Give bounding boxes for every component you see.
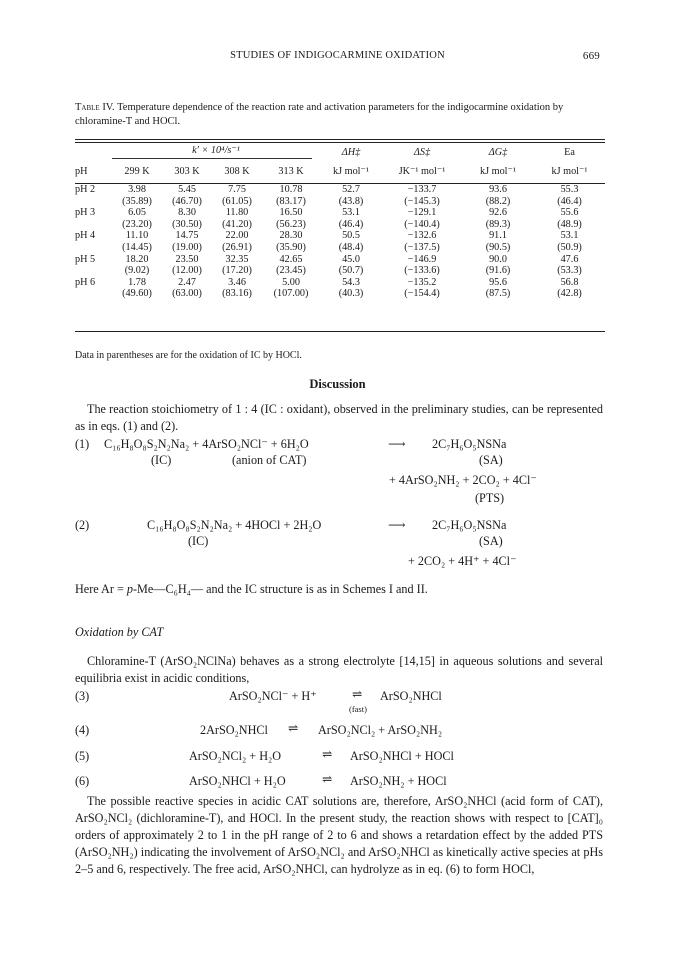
- table-cell: (63.00): [172, 288, 202, 300]
- table-cell: (42.8): [557, 288, 582, 300]
- table-cell: −135.2: [407, 276, 437, 288]
- table-cell: −129.1: [407, 207, 437, 219]
- table-cell: (48.9): [557, 218, 582, 230]
- table-cell: pH 3: [75, 207, 96, 219]
- table-row: [75, 265, 605, 277]
- table-cell: 2.47: [178, 276, 196, 288]
- table-cell: 3.98: [128, 184, 146, 195]
- unit-ea: kJ mol⁻¹: [551, 166, 588, 177]
- table-cell: (30.50): [172, 218, 202, 230]
- table-caption: [75, 101, 605, 129]
- table-cell: (83.16): [222, 288, 252, 300]
- table-row: [75, 207, 605, 219]
- table-cell: (48.4): [338, 241, 364, 253]
- table-cell: 42.65: [279, 253, 303, 265]
- table-cell: (91.6): [485, 265, 511, 277]
- table-cell: 11.80: [225, 207, 249, 219]
- table-cell: (50.9): [557, 241, 582, 253]
- table-cell: (−137.5): [404, 241, 440, 253]
- table-cell: (9.02): [124, 265, 150, 277]
- table-cell: (87.5): [485, 288, 511, 300]
- eq1-label-sa: (SA): [479, 453, 503, 467]
- col-dg: ΔG‡: [488, 147, 508, 158]
- eq4-rhs: ArSO₂NCl₂ + ArSO₂NH₂: [318, 723, 443, 737]
- table-cell: (46.4): [557, 195, 582, 207]
- table-cell: 92.6: [489, 207, 507, 219]
- table-cell: 5.45: [178, 184, 196, 195]
- eq2-rhs: 2C₇H₆O₅NSNa: [432, 518, 507, 532]
- data-table: [75, 141, 605, 300]
- table-top-rule: [75, 139, 605, 140]
- table-cell: 45.0: [342, 253, 360, 265]
- eq2-arrow: ⟶: [388, 518, 406, 532]
- table-cell: [75, 219, 112, 231]
- table-row: [75, 242, 605, 254]
- table-cell: 3.46: [228, 276, 246, 288]
- table-cell: 8.30: [178, 207, 196, 219]
- eq1-lhs: C₁₆H₈O₈S₂N₂Na₂ + 4ArSO₂NCl⁻ + 6H₂O: [104, 437, 309, 451]
- eq4-number: (4): [75, 723, 90, 737]
- table-cell: 90.0: [489, 253, 507, 265]
- table-row: [75, 230, 605, 242]
- table-cell: −133.7: [407, 184, 437, 195]
- table-cell: [75, 242, 112, 254]
- table-caption-text: Temperature dependence of the reaction rate and activation parameters for the indigocarmine oxidation by chloramine-T and HOCl.: [75, 102, 564, 127]
- eq2-continuation: + 2CO₂ + 4H⁺ + 4Cl⁻: [408, 554, 517, 568]
- table-cell: (40.3): [338, 288, 364, 300]
- table-cell: 10.78: [279, 184, 303, 195]
- table-cell: 52.7: [342, 184, 360, 195]
- running-head-title: STUDIES OF INDIGOCARMINE OXIDATION: [230, 50, 445, 61]
- eq1-continuation: + 4ArSO₂NH₂ + 2CO₂ + 4Cl⁻: [389, 473, 537, 487]
- col-313: 313 K: [278, 166, 304, 177]
- table-row: [75, 277, 605, 289]
- col-dh: ΔH‡: [341, 147, 361, 158]
- eq5-lhs: ArSO₂NCl₂ + H₂O: [189, 749, 282, 763]
- table-cell: 55.3: [560, 184, 579, 195]
- table-cell: (17.20): [222, 265, 252, 277]
- table-cell: 56.8: [560, 276, 579, 288]
- eq2-label-ic: (IC): [188, 534, 209, 548]
- table-cell: 93.6: [489, 184, 507, 195]
- col-299: 299 K: [124, 166, 150, 177]
- ar-def-a: Here Ar =: [75, 582, 127, 596]
- eq1-number: (1): [75, 437, 90, 451]
- eq5-arrow: ⇌: [322, 747, 333, 761]
- ar-def-c: -Me—C₆H₄— and the IC structure is as in Schemes I and II.: [132, 582, 428, 596]
- table-cell: pH 4: [75, 230, 96, 242]
- table-colhead-row: [75, 160, 605, 184]
- table-cell: 53.1: [342, 207, 360, 219]
- table-cell: (14.45): [122, 241, 152, 253]
- table-cell: (19.00): [172, 241, 202, 253]
- table-cell: (43.8): [338, 195, 364, 207]
- cat-paragraph: Chloramine-T (ArSO₂NClNa) behaves as a strong electrolyte [14,15] in aqueous solutions and several equilibria exist in acidic conditions,: [75, 654, 603, 685]
- eq2-label-sa: (SA): [479, 534, 503, 548]
- table-cell: −146.9: [407, 253, 437, 265]
- eq6-arrow: ⇌: [322, 772, 333, 786]
- table-cell: (88.2): [485, 195, 511, 207]
- col-303: 303 K: [174, 166, 200, 177]
- eq2-lhs: C₁₆H₈O₈S₂N₂Na₂ + 4HOCl + 2H₂O: [147, 518, 322, 532]
- eq2-number: (2): [75, 518, 90, 532]
- table-cell: 16.50: [279, 207, 303, 219]
- eq6-number: (6): [75, 774, 90, 788]
- intro-paragraph: The reaction stoichiometry of 1 : 4 (IC : oxidant), observed in the preliminary studies, can be represented as in eqs. (1) and (2).: [75, 402, 603, 433]
- table-cell: 22.00: [225, 230, 249, 242]
- table-cell: 11.10: [125, 230, 149, 242]
- table-cell: [75, 288, 112, 300]
- table-body: [75, 184, 605, 300]
- eq1-rhs: 2C₇H₆O₅NSNa: [432, 437, 507, 451]
- table-bottom-rule: [75, 331, 605, 332]
- table-cell: (−133.6): [404, 265, 440, 277]
- eq3-arrow: ⇌: [352, 687, 363, 701]
- table-row: [75, 196, 605, 208]
- eq1-label-cat: (anion of CAT): [232, 453, 307, 467]
- table-cell: 6.05: [128, 207, 146, 219]
- table-cell: 18.20: [125, 253, 149, 265]
- col-ph: pH: [75, 166, 88, 177]
- col-308: 308 K: [224, 166, 250, 177]
- table-cell: 1.78: [128, 276, 146, 288]
- table-cell: (26.91): [222, 241, 252, 253]
- table-cell: [75, 265, 112, 277]
- eq5-number: (5): [75, 749, 90, 763]
- table-cell: 95.6: [489, 276, 507, 288]
- table-cell: (23.20): [122, 218, 152, 230]
- table-cell: 23.50: [175, 253, 199, 265]
- eq6-rhs: ArSO₂NH₂ + HOCl: [350, 774, 447, 788]
- table-cell: (46.4): [338, 218, 364, 230]
- table-cell: pH 6: [75, 276, 96, 288]
- eq4-arrow: ⇌: [288, 721, 299, 735]
- table-footnote: Data in parentheses are for the oxidation of IC by HOCl.: [75, 350, 302, 361]
- eq4-lhs: 2ArSO₂NHCl: [200, 723, 268, 737]
- eq1-arrow: ⟶: [388, 437, 406, 451]
- table-cell: 5.00: [282, 276, 300, 288]
- eq1-label-pts: (PTS): [475, 491, 505, 505]
- eq1-label-ic: (IC): [151, 453, 172, 467]
- final-paragraph: The possible reactive species in acidic CAT solutions are, therefore, ArSO₂NHCl (acid form of CAT), ArSO₂NCl₂ (dichloramine-T), and HOCl. In the present study, the reaction shows with respect to [CAT]₀ orders of approximately 2 to 1 in the pH range of 2 to 6 and shows a retardation effect by the added PTS (ArSO₂NH₂) indicating the involvement of ArSO₂NCl₂ and ArSO₂NHCl as kinetically active species at pHs 2–5 and 6, respectively. The free acid, ArSO₂NHCl, can hydrolyze as in eq. (6) to form HOCl,: [75, 794, 603, 876]
- table-row: [75, 219, 605, 231]
- table-cell: −132.6: [407, 230, 437, 242]
- table-cell: (23.45): [276, 265, 306, 277]
- unit-ds: JK⁻¹ mol⁻¹: [398, 166, 446, 177]
- table-row: [75, 184, 605, 196]
- table-cell: (83.17): [276, 195, 306, 207]
- table-cell: (56.23): [276, 218, 306, 230]
- table-cell: (−140.4): [404, 218, 440, 230]
- table-row: [75, 288, 605, 300]
- table-cell: (50.7): [338, 265, 364, 277]
- table-cell: (107.00): [273, 288, 309, 300]
- eq3-lhs: ArSO₂NCl⁻ + H⁺: [229, 689, 317, 703]
- table-cell: pH 5: [75, 253, 96, 265]
- table-cell: 53.1: [560, 230, 579, 242]
- eq3-number: (3): [75, 689, 90, 703]
- table-cell: [75, 196, 112, 208]
- ar-definition: [75, 581, 428, 598]
- table-cell: (35.90): [276, 241, 306, 253]
- k-header: k′ × 10⁴/s⁻¹: [192, 145, 240, 156]
- page-number: 669: [582, 50, 600, 62]
- table-cell: (12.00): [172, 265, 202, 277]
- table-cell: pH 2: [75, 184, 96, 195]
- table-cell: 54.3: [342, 276, 360, 288]
- table-cell: (−145.3): [404, 195, 440, 207]
- table-cell: (61.05): [222, 195, 252, 207]
- section-heading: Discussion: [309, 377, 366, 391]
- table-cell: (41.20): [222, 218, 252, 230]
- table-cell: 32.35: [225, 253, 249, 265]
- table-cell: 28.30: [279, 230, 303, 242]
- table-cell: (53.3): [557, 265, 582, 277]
- unit-dh: kJ mol⁻¹: [333, 166, 369, 177]
- table-cell: (49.60): [122, 288, 152, 300]
- running-head: [75, 50, 600, 64]
- table-cell: 47.6: [560, 253, 579, 265]
- eq3-rhs: ArSO₂NHCl: [380, 689, 442, 703]
- table-cell: (90.5): [485, 241, 511, 253]
- table-label: Table IV.: [75, 102, 115, 113]
- table-row: [75, 254, 605, 266]
- col-ea: Ea: [564, 147, 575, 158]
- eq5-rhs: ArSO₂NHCl + HOCl: [350, 749, 454, 763]
- table-cell: 91.1: [489, 230, 507, 242]
- table-cell: 14.75: [175, 230, 199, 242]
- table-cell: 50.5: [342, 230, 360, 242]
- table-cell: (−154.4): [404, 288, 440, 300]
- table-cell: 55.6: [560, 207, 579, 219]
- ar-def-b: p: [126, 582, 133, 596]
- unit-dg: kJ mol⁻¹: [480, 166, 516, 177]
- table-cell: (89.3): [485, 218, 511, 230]
- table-cell: (35.89): [122, 195, 152, 207]
- table-khead-row: [75, 141, 605, 160]
- table-cell: (46.70): [172, 195, 202, 207]
- eq3-note: (fast): [349, 704, 367, 714]
- subheading: Oxidation by CAT: [75, 625, 164, 639]
- table-cell: 7.75: [228, 184, 246, 195]
- col-ds: ΔS‡: [413, 147, 431, 158]
- eq6-lhs: ArSO₂NHCl + H₂O: [189, 774, 286, 788]
